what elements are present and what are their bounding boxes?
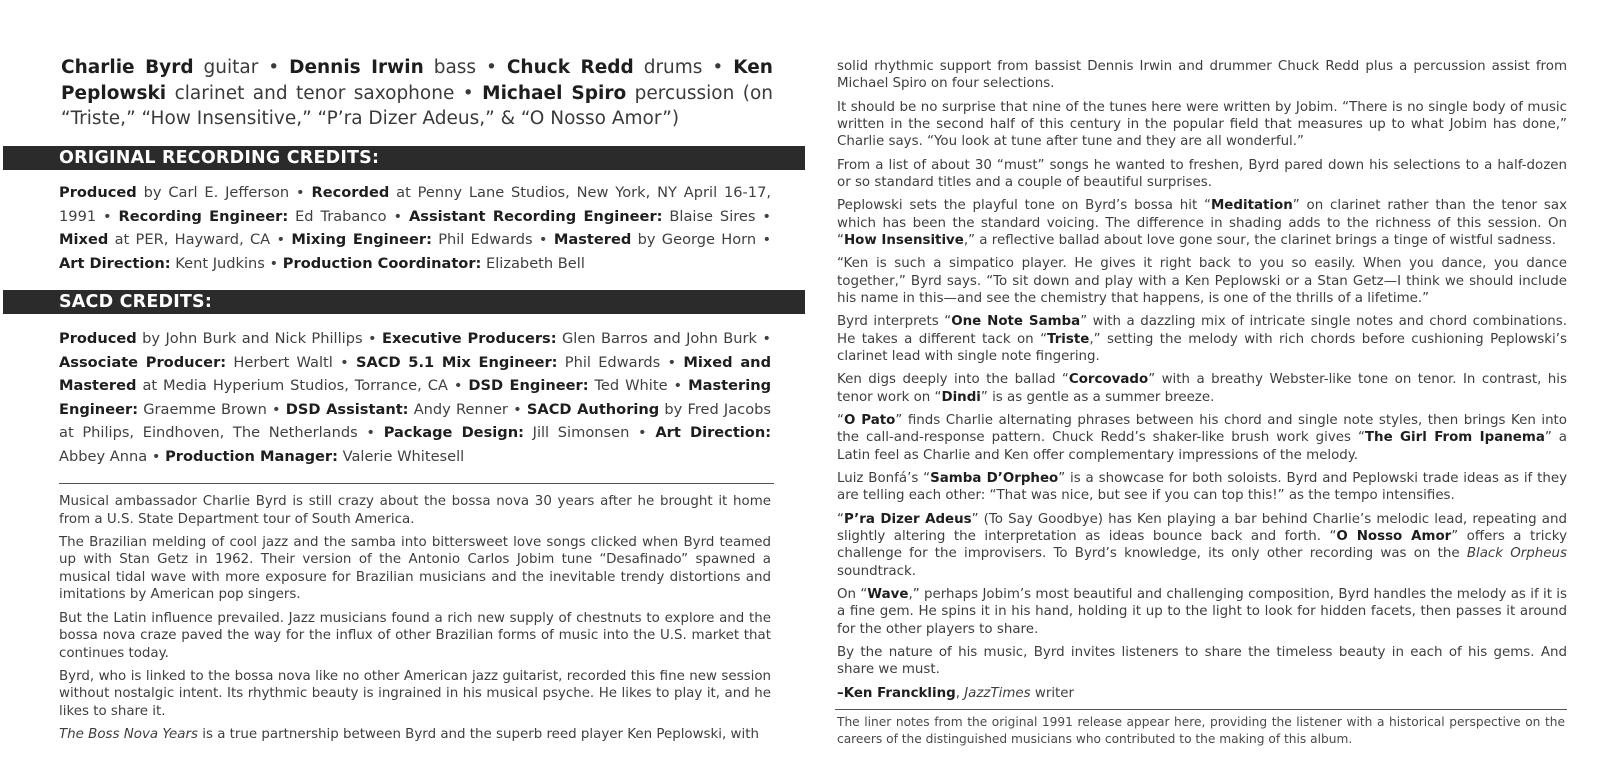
musician-role: bass bbox=[433, 57, 477, 78]
credit-value: Graemme Brown bbox=[143, 400, 267, 418]
credit-label: SACD Authoring bbox=[526, 400, 660, 418]
liner-text: ” (To Say Goodbye) has Ken playing a bar behind Charlie’s melodic lead, repeating and slightly altering the interpretation as ideas bounce back and forth. “ bbox=[837, 511, 1567, 544]
credit-value: Kent Judkins bbox=[175, 254, 265, 272]
separator: • bbox=[538, 231, 548, 248]
liner-text: ,” perhaps Jobim’s most beautiful and challenging composition, Byrd handles the melody as if it is a fine gem. He spins it in his hand, holding it up to the light to look for hidden facets, then passes it around for the other players to share. bbox=[837, 586, 1567, 637]
credit-label: Executive Producers: bbox=[381, 330, 557, 347]
credit-value: by Carl E. Jefferson bbox=[143, 184, 290, 201]
separator: • bbox=[269, 254, 279, 272]
liner-paragraph bbox=[837, 313, 1567, 365]
liner-notes-right bbox=[837, 58, 1567, 708]
liner-text: ” a Latin feel as Charlie and Ken offer complementary impressions of the melody. bbox=[837, 430, 1568, 463]
separator: • bbox=[667, 353, 677, 371]
credit-value: Phil Edwards bbox=[438, 231, 533, 248]
separator: • bbox=[638, 424, 647, 441]
separator: • bbox=[103, 207, 112, 225]
credit-label: Associate Producer: bbox=[59, 353, 227, 371]
song-title: Corcovado bbox=[1068, 372, 1149, 388]
song-title: How Insensitive bbox=[843, 233, 964, 249]
musician-name: Chuck Redd bbox=[506, 57, 634, 78]
liner-text: ” on clarinet rather than the tenor sax which has been the standard voicing. The difference in shading adds to the richness of this session. On “ bbox=[837, 198, 1567, 249]
separator: • bbox=[151, 447, 161, 465]
credit-value: Ed Trabanco bbox=[295, 207, 387, 225]
liner-text: Byrd interprets “ bbox=[837, 314, 952, 330]
credit-value: by George Horn bbox=[637, 231, 757, 248]
musician-name: Michael Spiro bbox=[482, 82, 627, 104]
footnote: The liner notes from the original 1991 release appear here, providing the listener with a historical perspective on the careers of the distinguished musicians who contributed to the making of this album. bbox=[837, 715, 1565, 746]
credit-value: Abbey Anna bbox=[59, 447, 148, 465]
author-role: writer bbox=[1030, 685, 1075, 701]
credit-label: Mixing Engineer: bbox=[291, 231, 432, 248]
song-title: Meditation bbox=[1210, 198, 1293, 214]
song-title: P’ra Dizer Adeus bbox=[843, 511, 972, 527]
liner-notes-left bbox=[59, 493, 771, 749]
credit-value: Glen Barros and John Burk bbox=[561, 330, 757, 347]
credit-label: Mixed bbox=[59, 231, 109, 248]
credit-value: at Penny Lane Studios, New York, NY April 16-17, 1991 bbox=[59, 184, 772, 225]
credit-label: Mixed and Mastered bbox=[59, 353, 772, 394]
liner-text: On “ bbox=[837, 586, 868, 602]
credit-label: SACD 5.1 Mix Engineer: bbox=[355, 353, 558, 371]
credit-label: Art Direction: bbox=[655, 424, 772, 441]
original-credits-heading: ORIGINAL RECORDING CREDITS: bbox=[3, 146, 805, 170]
musician-role: drums bbox=[643, 57, 703, 78]
liner-text: ” is as gentle as a summer breeze. bbox=[980, 389, 1215, 405]
liner-text: ” with a dazzling mix of intricate single notes and chord combinations. He takes a different tack on “ bbox=[837, 314, 1568, 347]
separator: • bbox=[762, 330, 771, 347]
liner-paragraph: Musical ambassador Charlie Byrd is still crazy about the bossa nova 30 years after he brought it home from a U.S. State Department tour of South America. bbox=[59, 494, 771, 527]
film-title: Black Orpheus bbox=[1466, 546, 1567, 562]
separator: • bbox=[272, 400, 281, 418]
liner-paragraph: Byrd, who is linked to the bossa nova like no other American jazz guitarist, recorded this fine new session without nostalgic intent. Its rhythmic beauty is ingrained in his musical psyche. He likes to play it, and he likes to share it. bbox=[59, 668, 771, 719]
credit-label: Produced bbox=[59, 184, 137, 201]
liner-paragraph bbox=[837, 412, 1567, 464]
song-title: Triste bbox=[1047, 331, 1090, 347]
liner-text: “ bbox=[837, 511, 844, 527]
separator: • bbox=[268, 57, 280, 78]
credit-value: Ted White bbox=[594, 377, 668, 394]
liner-paragraph: The Brazilian melding of cool jazz and the samba into bittersweet love songs clicked when Byrd teamed up with Stan Getz in 1962. Their version of the Antonio Carlos Jobim tune “Desafinado” spawned a musical tidal wave with more exposure for Brazilian musicians and the inevitable trendy distortions and imitations by American pop singers. bbox=[59, 534, 771, 603]
musician-role: percussion (on “Triste,” “How Insensitive,” “P’ra Dizer Adeus,” & “O Nosso Amor”) bbox=[61, 82, 774, 129]
sacd-credits-heading: SACD CREDITS: bbox=[3, 290, 805, 314]
song-title: O Nosso Amor bbox=[1336, 528, 1452, 544]
separator: • bbox=[712, 57, 724, 78]
publication-name: JazzTimes bbox=[964, 685, 1031, 701]
separator: • bbox=[673, 377, 683, 394]
credit-label: Recording Engineer: bbox=[118, 207, 289, 225]
credit-label: Mastered bbox=[553, 231, 632, 248]
credit-value: Phil Edwards bbox=[564, 353, 661, 371]
liner-text: is a true partnership between Byrd and the superb reed player Ken Peplowski, with bbox=[197, 727, 759, 743]
liner-paragraph bbox=[837, 371, 1567, 406]
credit-value: by Fred Jacobs at Philips, Eindhoven, The Netherlands bbox=[59, 400, 771, 441]
credit-value: Herbert Waltl bbox=[233, 353, 333, 371]
credit-label: Production Coordinator: bbox=[282, 254, 482, 272]
separator: • bbox=[340, 353, 349, 371]
musician-name: Charlie Byrd bbox=[61, 57, 194, 78]
liner-text: ,” setting the melody with rich chords before cushioning Peplowski’s clarinet lead with single note fingering. bbox=[837, 331, 1567, 365]
credit-value: Jill Simonsen bbox=[532, 424, 630, 441]
song-title: Samba D’Orpheo bbox=[930, 470, 1059, 486]
liner-text: ” is a showcase for both soloists. Byrd and Peplowski trade ideas as if they are telling each other: “That was nice, but see if you can top this!” as the tempo intensifies. bbox=[837, 470, 1568, 504]
liner-text: ” finds Charlie alternating phrases between his chord and single note styles, then brings Ken into the call-and-response pattern. Chuck Redd’s shaker-like brush work gives “ bbox=[837, 412, 1567, 446]
separator: • bbox=[296, 184, 305, 201]
divider bbox=[835, 709, 1567, 710]
personnel-list bbox=[61, 55, 773, 132]
separator: • bbox=[462, 82, 474, 104]
liner-paragraph bbox=[837, 197, 1567, 249]
separator: • bbox=[485, 57, 497, 78]
separator: • bbox=[366, 424, 376, 441]
credit-label: Package Design: bbox=[383, 424, 524, 441]
separator: • bbox=[367, 330, 377, 347]
credit-value: Andy Renner bbox=[413, 400, 508, 418]
original-credits-list bbox=[59, 181, 771, 275]
separator: • bbox=[762, 231, 772, 248]
musician-role: guitar bbox=[203, 57, 259, 78]
song-title: One Note Samba bbox=[951, 314, 1081, 330]
separator: • bbox=[276, 231, 286, 248]
credit-label: Art Direction: bbox=[59, 254, 171, 272]
author-signoff bbox=[837, 685, 1567, 702]
author-name: –Ken Franckling bbox=[837, 685, 956, 701]
album-title: The Boss Nova Years bbox=[59, 727, 198, 743]
song-title: The Girl From Ipanema bbox=[1364, 430, 1545, 446]
credit-value: at Media Hyperium Studios, Torrance, CA bbox=[142, 377, 448, 394]
liner-text: ” offers a tricky challenge for the improvisers. To Byrd’s knowledge, its only other recording was on the bbox=[837, 528, 1568, 562]
liner-text: “ bbox=[837, 412, 844, 428]
musician-name: Dennis Irwin bbox=[289, 57, 424, 78]
credit-value: at PER, Hayward, CA bbox=[114, 231, 271, 248]
divider bbox=[59, 483, 774, 484]
liner-text: , bbox=[955, 685, 965, 701]
liner-text: Luiz Bonfá’s “ bbox=[837, 470, 931, 486]
credit-label: Produced bbox=[59, 330, 137, 347]
separator: • bbox=[393, 207, 403, 225]
liner-text: ” with a breathy Webster-like tone on tenor. In contrast, his tenor work on “ bbox=[837, 372, 1567, 405]
liner-text: Ken digs deeply into the ballad “ bbox=[837, 372, 1069, 388]
credit-label: Assistant Recording Engineer: bbox=[408, 207, 663, 225]
musician-role: clarinet and tenor saxophone bbox=[174, 82, 455, 104]
credit-label: DSD Assistant: bbox=[285, 400, 409, 418]
credit-value: Elizabeth Bell bbox=[486, 254, 585, 272]
liner-text: Peplowski sets the playful tone on Byrd’s bossa hit “ bbox=[837, 198, 1211, 214]
liner-paragraph: It should be no surprise that nine of the tunes here were written by Jobim. “There is no single body of music written in the second half of this century in the popular field that measures up to what Jobim has done,” Charlie says. “You look at tune after tune and they are all wonderful.” bbox=[837, 99, 1567, 150]
credit-value: Blaise Sires bbox=[669, 207, 756, 225]
liner-paragraph: solid rhythmic support from bassist Dennis Irwin and drummer Chuck Redd plus a percussion assist from Michael Spiro on four selections. bbox=[837, 59, 1567, 92]
separator: • bbox=[453, 377, 463, 394]
credit-label: Recorded bbox=[311, 184, 390, 201]
liner-paragraph bbox=[837, 511, 1567, 581]
credit-value: by John Burk and Nick Phillips bbox=[142, 330, 363, 347]
separator: • bbox=[513, 400, 522, 418]
liner-paragraph: By the nature of his music, Byrd invites listeners to share the timeless beauty in each of his gems. And share we must. bbox=[837, 644, 1567, 678]
liner-paragraph: But the Latin influence prevailed. Jazz musicians found a rich new supply of chestnuts to explore and the bossa nova craze paved the way for the influx of other Brazilian forms of music into the U.S. market that continues today. bbox=[59, 610, 771, 661]
liner-text: ,” a reflective ballad about love gone sour, the clarinet brings a tinge of wistful sadness. bbox=[963, 233, 1557, 249]
separator: • bbox=[762, 207, 772, 225]
song-title: Dindi bbox=[941, 389, 981, 405]
song-title: Wave bbox=[867, 586, 909, 602]
liner-paragraph bbox=[837, 470, 1567, 505]
song-title: O Pato bbox=[843, 412, 896, 428]
liner-paragraph bbox=[837, 586, 1567, 638]
credit-label: Production Manager: bbox=[165, 447, 338, 465]
liner-paragraph bbox=[59, 726, 771, 744]
credit-value: Valerie Whitesell bbox=[342, 447, 465, 465]
sacd-credits-list bbox=[59, 327, 771, 468]
credit-label: Mastering Engineer: bbox=[59, 377, 772, 418]
credit-label: DSD Engineer: bbox=[468, 377, 589, 394]
musician-name: Ken Peplowski bbox=[61, 57, 773, 104]
liner-paragraph: “Ken is such a simpatico player. He gives it right back to you so easily. When you dance, you dance together,” Byrd says. “To sit down and play with a Ken Peplowski or a Stan Getz—I think we should include his name in this—and see the chemistry that happens, is one of the thrills of a lifetime.” bbox=[837, 256, 1567, 307]
liner-text: soundtrack. bbox=[837, 563, 916, 579]
liner-paragraph: From a list of about 30 “must” songs he wanted to freshen, Byrd pared down his selections to a half-dozen or so standard titles and a couple of beautiful surprises. bbox=[837, 157, 1567, 191]
